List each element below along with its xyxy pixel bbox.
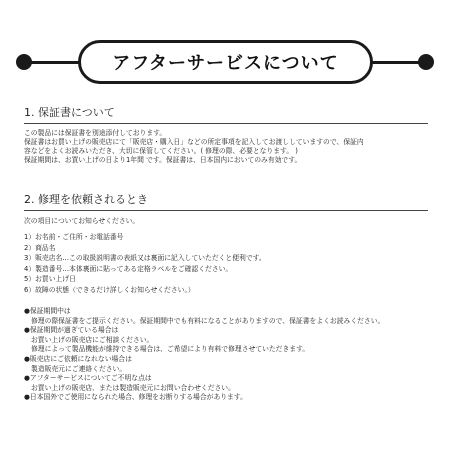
note-line: 製造販売元にご連絡ください。 [31, 364, 127, 373]
note-inquiries [24, 374, 428, 393]
list-item: 4）製造番号…本体裏面に貼ってある定格ラベルをご確認ください。 [24, 264, 233, 273]
warranty-line: 保証書はお買い上げの販売店にて「販売店・購入日」などの所定事項を記入してお渡ししていますので、保証内 [24, 138, 364, 146]
note-warranty-period [24, 307, 428, 326]
warranty-line: 容などをよくお読みいただき、大切に保管してください。( 修理の際、必要となります。 ) [24, 147, 298, 155]
repair-section [24, 191, 428, 295]
warranty-section [24, 104, 428, 165]
banner-right-dot [418, 54, 434, 70]
note-title: ●日本国外でご使用になられた場合、修理をお断りする場合があります。 [24, 393, 247, 402]
list-item: 1）お名前・ご住所・お電話番号 [24, 233, 124, 241]
note-title: ●保証期間中は [24, 307, 71, 315]
banner-pill [78, 40, 373, 84]
list-item: 3）販売店名…この取扱説明書の表紙又は裏面に記入していただくと便利です。 [24, 254, 266, 262]
note-overseas-use [24, 393, 428, 403]
repair-heading: 2. 修理を依頼されるとき [24, 191, 428, 211]
service-notes [24, 307, 428, 403]
note-line: お買い上げの販売店、または製造販売元にお問い合わせください。 [31, 383, 235, 392]
note-expired-warranty [24, 326, 428, 355]
note-title: ●保証期間が過ぎている場合は [24, 326, 119, 335]
note-title: ●販売店にご依頼になれない場合は [24, 354, 132, 363]
note-title: ●アフターサービスについてご不明な点は [24, 374, 152, 383]
repair-intro: 次の項目についてお知らせください。 [24, 217, 140, 225]
banner-left-dot [16, 54, 32, 70]
note-line: 修理の際保証書をご提示ください。保証期間中でも有料になることがありますので、保証書をよくお読みください。 [31, 316, 385, 325]
repair-item-list [24, 232, 428, 295]
note-line: 修理によって製品機能が維持できる場合は、ご希望により有料で修理させていただきます。 [31, 345, 310, 354]
note-cannot-request-store [24, 355, 428, 374]
note-line: お買い上げの販売店にご相談ください。 [31, 335, 154, 344]
warranty-heading: 1. 保証書について [24, 104, 428, 124]
warranty-body [24, 129, 428, 165]
list-item: 5）お買い上げ日 [24, 275, 76, 283]
list-item: 2）商品名 [24, 243, 56, 252]
warranty-line: この製品には保証書を別途添付しております。 [24, 129, 167, 137]
page-title: アフターサービスについて [112, 53, 339, 74]
warranty-line: 保証期間は、お買い上げの日より1年間 です。保証書は、日本国内においてのみ有効です。 [24, 156, 302, 164]
list-item: 6）故障の状態（できるだけ詳しくお知らせください。） [24, 285, 195, 294]
title-banner [0, 40, 450, 86]
